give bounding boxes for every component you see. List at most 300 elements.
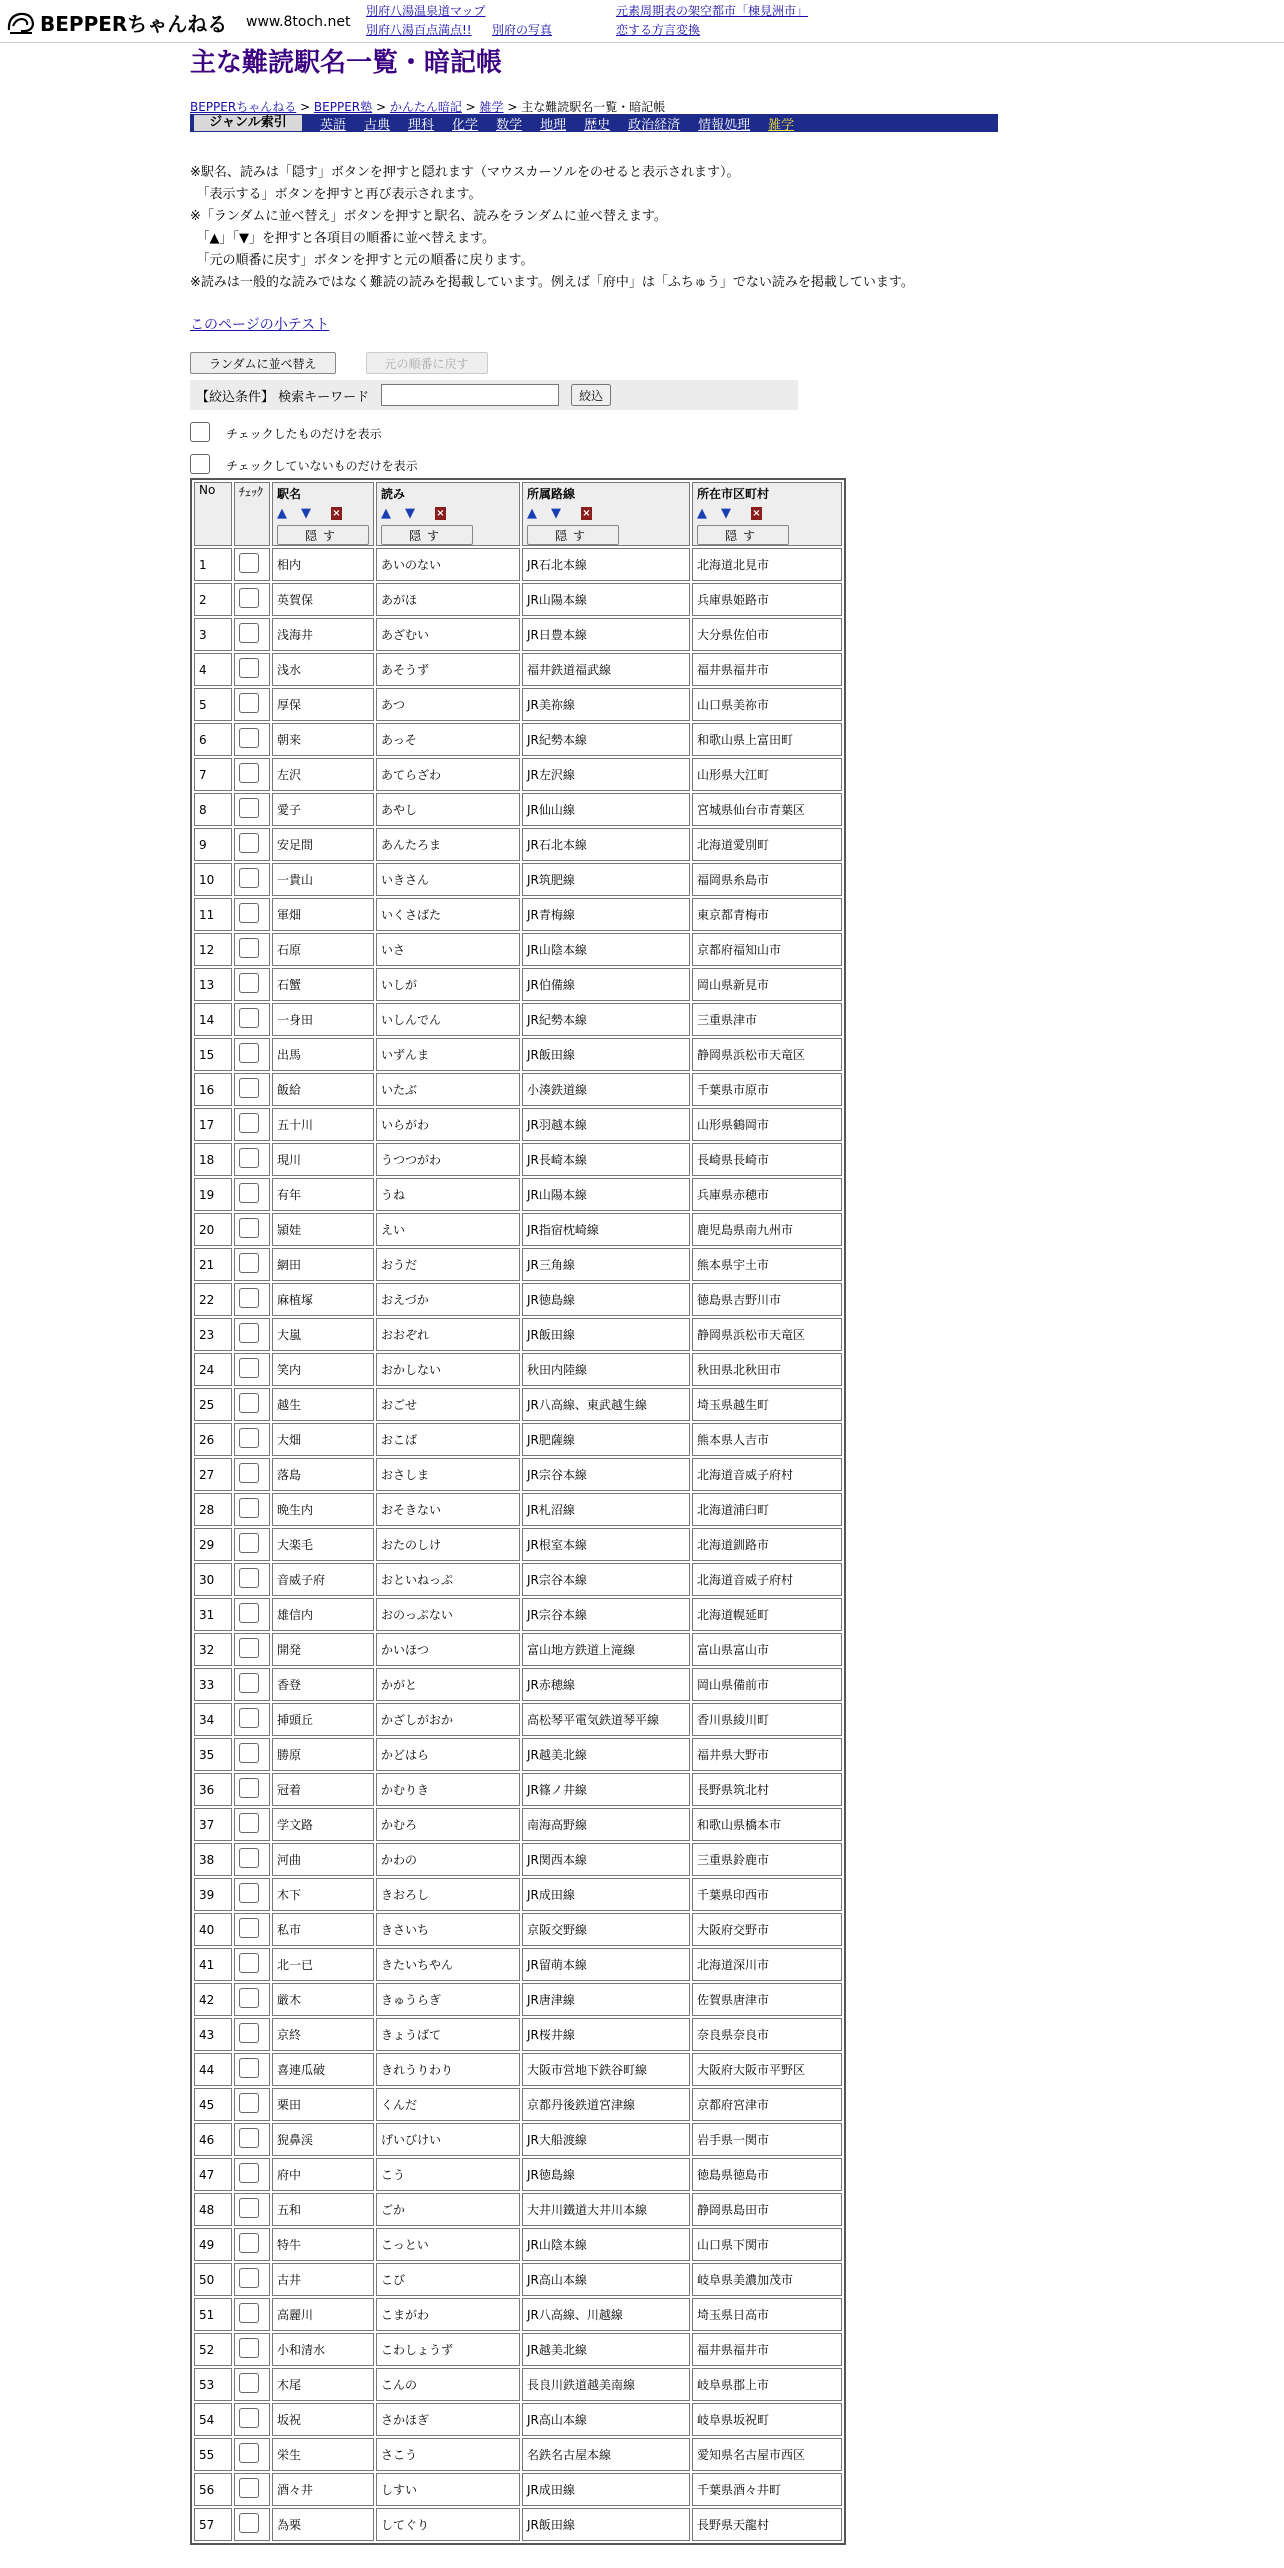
genre-english[interactable]: 英語	[320, 117, 347, 133]
station-reading: あいのない	[376, 548, 520, 581]
genre-geography[interactable]: 地理	[540, 117, 567, 133]
station-reading: おうだ	[376, 1248, 520, 1281]
row-checkbox[interactable]	[239, 1848, 259, 1868]
row-check-cell	[234, 1143, 270, 1176]
header-links-col3	[616, 2, 822, 40]
row-check-cell	[234, 1178, 270, 1211]
station-reading: きょうばて	[376, 2018, 520, 2051]
site-url: www.8toch.net	[246, 14, 351, 30]
row-number: 20	[194, 1213, 232, 1246]
table-row	[194, 758, 842, 791]
header-link-periodic-city[interactable]: 元素周期表の架空都市「棟見洲市」	[616, 4, 809, 18]
genre-politics[interactable]: 政治経済	[628, 117, 681, 133]
sort-city-asc-button[interactable]: ▲	[697, 506, 707, 521]
table-row	[194, 1388, 842, 1421]
row-checkbox[interactable]	[239, 2023, 259, 2043]
hide-line-button[interactable]: 隠す	[527, 525, 619, 545]
row-check-cell	[234, 723, 270, 756]
station-city: 北海道音威子府村	[692, 1563, 842, 1596]
row-number: 28	[194, 1493, 232, 1526]
breadcrumb-anki[interactable]: かんたん暗記	[389, 100, 462, 114]
station-line: JR八高線、川越線	[522, 2298, 690, 2331]
table-row	[194, 2298, 842, 2331]
row-check-cell	[234, 1808, 270, 1841]
row-checkbox[interactable]	[239, 693, 259, 713]
station-city: 静岡県島田市	[692, 2193, 842, 2226]
station-line: 京都丹後鉄道宮津線	[522, 2088, 690, 2121]
station-reading: おこば	[376, 1423, 520, 1456]
row-number: 30	[194, 1563, 232, 1596]
genre-classics[interactable]: 古典	[364, 117, 391, 133]
row-checkbox[interactable]	[239, 2338, 259, 2358]
row-check-cell	[234, 1213, 270, 1246]
station-line: 名鉄名古屋本線	[522, 2438, 690, 2471]
row-check-cell	[234, 2123, 270, 2156]
row-number: 21	[194, 1248, 232, 1281]
row-checkbox[interactable]	[239, 1218, 259, 1238]
row-number: 8	[194, 793, 232, 826]
row-checkbox[interactable]	[239, 2198, 259, 2218]
row-checkbox[interactable]	[239, 1568, 259, 1588]
table-row	[194, 1458, 842, 1491]
hide-reading-button[interactable]: 隠す	[381, 525, 473, 545]
header-link-beppu-photos[interactable]: 別府の写真	[492, 23, 553, 37]
station-reading: いらがわ	[376, 1108, 520, 1141]
station-line: JR高山本線	[522, 2403, 690, 2436]
station-reading: きれうりわり	[376, 2053, 520, 2086]
row-number: 48	[194, 2193, 232, 2226]
row-check-cell	[234, 828, 270, 861]
station-city: 山形県大江町	[692, 758, 842, 791]
row-checkbox[interactable]	[239, 1603, 259, 1623]
station-name: 出馬	[272, 1038, 374, 1071]
station-city: 北海道浦臼町	[692, 1493, 842, 1526]
table-row	[194, 2053, 842, 2086]
station-reading: えい	[376, 1213, 520, 1246]
station-name: 厚保	[272, 688, 374, 721]
row-number: 57	[194, 2508, 232, 2541]
station-line: JR宗谷本線	[522, 1563, 690, 1596]
row-checkbox[interactable]	[239, 1953, 259, 1973]
header-link-dialect[interactable]: 恋する方言変換	[616, 23, 701, 37]
row-check-cell	[234, 1983, 270, 2016]
show-checked-checkbox[interactable]	[190, 422, 210, 442]
filter-box	[190, 380, 798, 410]
table-row	[194, 793, 842, 826]
station-city: 静岡県浜松市天竜区	[692, 1318, 842, 1351]
row-number: 55	[194, 2438, 232, 2471]
station-city: 千葉県酒々井町	[692, 2473, 842, 2506]
row-checkbox[interactable]	[239, 553, 259, 573]
row-checkbox[interactable]	[239, 973, 259, 993]
row-checkbox[interactable]	[239, 1078, 259, 1098]
row-checkbox[interactable]	[239, 1533, 259, 1553]
row-number: 45	[194, 2088, 232, 2121]
sort-reading-asc-button[interactable]: ▲	[381, 506, 391, 521]
header-line: 所属路線	[527, 487, 576, 501]
row-number: 11	[194, 898, 232, 931]
station-line: 長良川鉄道越美南線	[522, 2368, 690, 2401]
row-checkbox[interactable]	[239, 1323, 259, 1343]
station-reading: おおぞれ	[376, 1318, 520, 1351]
row-checkbox[interactable]	[239, 2268, 259, 2288]
table-row	[194, 1353, 842, 1386]
row-checkbox[interactable]	[239, 2163, 259, 2183]
row-checkbox[interactable]	[239, 728, 259, 748]
station-name: 喜連瓜破	[272, 2053, 374, 2086]
station-city: 大分県佐伯市	[692, 618, 842, 651]
station-line: JR山陽本線	[522, 583, 690, 616]
station-city: 徳島県吉野川市	[692, 1283, 842, 1316]
header-link-onsen-100[interactable]: 別府八湯百点満点!!	[366, 23, 472, 37]
station-reading: きおろし	[376, 1878, 520, 1911]
station-reading: かわの	[376, 1843, 520, 1876]
station-reading: きゅうらぎ	[376, 1983, 520, 2016]
station-city: 和歌山県橋本市	[692, 1808, 842, 1841]
row-check-cell	[234, 1948, 270, 1981]
station-reading: してぐり	[376, 2508, 520, 2541]
table-row	[194, 1178, 842, 1211]
row-check-cell	[234, 1668, 270, 1701]
note-line: 「▲」「▼」を押すと各項目の順番に並べ替えます。	[190, 231, 495, 246]
station-city: 北海道幌延町	[692, 1598, 842, 1631]
site-logo[interactable]	[6, 8, 227, 37]
station-line: JR三角線	[522, 1248, 690, 1281]
close-reading-icon[interactable]: ×	[436, 508, 445, 519]
station-name: 挿頭丘	[272, 1703, 374, 1736]
station-name: 河曲	[272, 1843, 374, 1876]
station-line: JR越美北線	[522, 2333, 690, 2366]
row-check-cell	[234, 2193, 270, 2226]
row-checkbox[interactable]	[239, 1253, 259, 1273]
row-check-cell	[234, 1633, 270, 1666]
row-number: 46	[194, 2123, 232, 2156]
row-check-cell	[234, 1318, 270, 1351]
genre-trivia[interactable]: 雑学	[768, 117, 795, 133]
station-reading: かがと	[376, 1668, 520, 1701]
station-line: JR山陰本線	[522, 2228, 690, 2261]
row-number: 37	[194, 1808, 232, 1841]
station-line: JR伯備線	[522, 968, 690, 1001]
close-line-icon[interactable]: ×	[582, 508, 591, 519]
station-reading: うね	[376, 1178, 520, 1211]
row-checkbox[interactable]	[239, 1708, 259, 1728]
row-checkbox[interactable]	[239, 1813, 259, 1833]
row-check-cell	[234, 793, 270, 826]
row-checkbox[interactable]	[239, 2093, 259, 2113]
reset-order-button[interactable]: 元の順番に戻す	[366, 352, 488, 374]
station-reading: きたいちやん	[376, 1948, 520, 1981]
row-checkbox[interactable]	[239, 623, 259, 643]
station-reading: おさしま	[376, 1458, 520, 1491]
sort-city-desc-button[interactable]: ▼	[721, 506, 731, 521]
table-row	[194, 1003, 842, 1036]
row-checkbox[interactable]	[239, 798, 259, 818]
station-city: 兵庫県赤穂市	[692, 1178, 842, 1211]
row-check-cell	[234, 1563, 270, 1596]
row-checkbox[interactable]	[239, 2233, 259, 2253]
row-check-cell	[234, 2263, 270, 2296]
row-check-cell	[234, 1773, 270, 1806]
row-number: 32	[194, 1633, 232, 1666]
row-number: 36	[194, 1773, 232, 1806]
hide-city-button[interactable]: 隠す	[697, 525, 789, 545]
row-number: 51	[194, 2298, 232, 2331]
station-name: 浅海井	[272, 618, 374, 651]
station-line: JR山陽本線	[522, 1178, 690, 1211]
row-checkbox[interactable]	[239, 1673, 259, 1693]
table-row	[194, 583, 842, 616]
station-line: JR指宿枕崎線	[522, 1213, 690, 1246]
table-row	[194, 933, 842, 966]
station-reading: おのっぷない	[376, 1598, 520, 1631]
row-number: 18	[194, 1143, 232, 1176]
row-checkbox[interactable]	[239, 2058, 259, 2078]
row-number: 5	[194, 688, 232, 721]
note-line: 「表示する」ボタンを押すと再び表示されます。	[190, 187, 482, 202]
station-name: 高麗川	[272, 2298, 374, 2331]
genre-index-bar	[190, 114, 998, 132]
breadcrumb-zatsugaku[interactable]: 雑学	[479, 100, 504, 114]
row-check-cell	[234, 1283, 270, 1316]
sort-reading-desc-button[interactable]: ▼	[405, 506, 415, 521]
row-checkbox[interactable]	[239, 2478, 259, 2498]
row-checkbox[interactable]	[239, 2373, 259, 2393]
row-checkbox[interactable]	[239, 2513, 259, 2533]
station-name: 香登	[272, 1668, 374, 1701]
row-checkbox[interactable]	[239, 1778, 259, 1798]
station-city: 宮城県仙台市青葉区	[692, 793, 842, 826]
station-name: 安足間	[272, 828, 374, 861]
hide-name-button[interactable]: 隠す	[277, 525, 369, 545]
station-reading: あそうず	[376, 653, 520, 686]
row-checkbox[interactable]	[239, 868, 259, 888]
row-checkbox[interactable]	[239, 1113, 259, 1133]
sort-line-asc-button[interactable]: ▲	[527, 506, 537, 521]
station-line: JR飯田線	[522, 1318, 690, 1351]
note-line: ※駅名、読みは「隠す」ボタンを押すと隠れます（マウスカーソルをのせると表示されます）。	[190, 165, 740, 180]
row-checkbox[interactable]	[239, 1463, 259, 1483]
row-check-cell	[234, 863, 270, 896]
sort-name-desc-button[interactable]: ▼	[301, 506, 311, 521]
station-name: 英賀保	[272, 583, 374, 616]
station-line: JR美祢線	[522, 688, 690, 721]
genre-science[interactable]: 理科	[408, 117, 435, 133]
close-city-icon[interactable]: ×	[752, 508, 761, 519]
table-row	[194, 2368, 842, 2401]
row-number: 44	[194, 2053, 232, 2086]
row-number: 31	[194, 1598, 232, 1631]
station-line: 大井川鐵道大井川本線	[522, 2193, 690, 2226]
table-row	[194, 1983, 842, 2016]
sort-line-desc-button[interactable]: ▼	[551, 506, 561, 521]
row-checkbox[interactable]	[239, 2128, 259, 2148]
row-check-cell	[234, 2403, 270, 2436]
station-city: 三重県鈴鹿市	[692, 1843, 842, 1876]
station-city: 山口県美祢市	[692, 688, 842, 721]
row-check-cell	[234, 2368, 270, 2401]
row-check-cell	[234, 1353, 270, 1386]
row-checkbox[interactable]	[239, 938, 259, 958]
row-checkbox[interactable]	[239, 1498, 259, 1518]
station-line: JR桜井線	[522, 2018, 690, 2051]
station-city: 岩手県一関市	[692, 2123, 842, 2156]
quiz-link[interactable]: このページの小テスト	[190, 317, 330, 333]
station-reading: あやし	[376, 793, 520, 826]
row-checkbox[interactable]	[239, 2443, 259, 2463]
breadcrumb-home[interactable]: BEPPERちゃんねる	[190, 100, 297, 114]
filter-button[interactable]: 絞込	[571, 384, 611, 406]
station-city: 岐阜県坂祝町	[692, 2403, 842, 2436]
row-number: 39	[194, 1878, 232, 1911]
table-row	[194, 2263, 842, 2296]
station-reading: かむりき	[376, 1773, 520, 1806]
row-checkbox[interactable]	[239, 1988, 259, 2008]
station-name: 網田	[272, 1248, 374, 1281]
row-check-cell	[234, 2018, 270, 2051]
station-reading: こわしょうず	[376, 2333, 520, 2366]
sort-name-asc-button[interactable]: ▲	[277, 506, 287, 521]
genre-history[interactable]: 歴史	[584, 117, 611, 133]
station-name: 木尾	[272, 2368, 374, 2401]
row-checkbox[interactable]	[239, 1148, 259, 1168]
header-link-onsen-map[interactable]: 別府八湯温泉道マップ	[366, 4, 486, 18]
row-checkbox[interactable]	[239, 2303, 259, 2323]
search-keyword-input[interactable]	[381, 384, 559, 406]
station-line: JR徳島線	[522, 1283, 690, 1316]
close-name-icon[interactable]: ×	[332, 508, 341, 519]
station-city: 岐阜県郡上市	[692, 2368, 842, 2401]
station-line: JR越美北線	[522, 1738, 690, 1771]
row-check-cell	[234, 2473, 270, 2506]
row-checkbox[interactable]	[239, 2408, 259, 2428]
station-reading: こっとい	[376, 2228, 520, 2261]
show-unchecked-checkbox[interactable]	[190, 454, 210, 474]
table-row	[194, 1038, 842, 1071]
row-checkbox[interactable]	[239, 1183, 259, 1203]
row-number: 26	[194, 1423, 232, 1456]
station-line: JR山陰本線	[522, 933, 690, 966]
row-check-cell	[234, 1423, 270, 1456]
station-line: 小湊鉄道線	[522, 1073, 690, 1106]
station-name: 愛子	[272, 793, 374, 826]
row-check-cell	[234, 583, 270, 616]
row-checkbox[interactable]	[239, 1288, 259, 1308]
table-row	[194, 1073, 842, 1106]
random-sort-button[interactable]: ランダムに並べ替え	[190, 352, 336, 374]
station-name: 厳木	[272, 1983, 374, 2016]
row-checkbox[interactable]	[239, 1743, 259, 1763]
station-city: 長野県天龍村	[692, 2508, 842, 2541]
row-number: 23	[194, 1318, 232, 1351]
header-no: No	[194, 482, 232, 546]
genre-chemistry[interactable]: 化学	[452, 117, 479, 133]
genre-it[interactable]: 情報処理	[698, 117, 751, 133]
row-checkbox[interactable]	[239, 1428, 259, 1448]
row-checkbox[interactable]	[239, 1358, 259, 1378]
station-name: 飯給	[272, 1073, 374, 1106]
station-name: 北一已	[272, 1948, 374, 1981]
station-line: JR肥薩線	[522, 1423, 690, 1456]
table-row	[194, 1948, 842, 1981]
station-city: 福岡県糸島市	[692, 863, 842, 896]
table-row	[194, 1143, 842, 1176]
station-reading: げいびけい	[376, 2123, 520, 2156]
row-check-cell	[234, 2333, 270, 2366]
show-unchecked-option	[190, 452, 998, 474]
station-name: 酒々井	[272, 2473, 374, 2506]
station-line: JR石北本線	[522, 828, 690, 861]
table-row	[194, 1703, 842, 1736]
row-checkbox[interactable]	[239, 763, 259, 783]
row-checkbox[interactable]	[239, 658, 259, 678]
breadcrumb-juku[interactable]: BEPPER塾	[313, 100, 373, 114]
row-checkbox[interactable]	[239, 1008, 259, 1028]
station-name: 栗田	[272, 2088, 374, 2121]
row-check-cell	[234, 2158, 270, 2191]
row-check-cell	[234, 688, 270, 721]
station-reading: こんの	[376, 2368, 520, 2401]
station-reading: いしんでん	[376, 1003, 520, 1036]
row-number: 10	[194, 863, 232, 896]
row-checkbox[interactable]	[239, 588, 259, 608]
show-unchecked-label: チェックしていないものだけを表示	[226, 459, 418, 473]
station-name: 落島	[272, 1458, 374, 1491]
station-city: 香川県綾川町	[692, 1703, 842, 1736]
row-number: 17	[194, 1108, 232, 1141]
station-reading: くんだ	[376, 2088, 520, 2121]
breadcrumb: BEPPERちゃんねる > BEPPER塾 > かんたん暗記 > 雑学 > 主な難読駅名一覧・暗記帳	[190, 100, 666, 114]
station-city: 三重県津市	[692, 1003, 842, 1036]
genre-math[interactable]: 数学	[496, 117, 523, 133]
row-checkbox[interactable]	[239, 1393, 259, 1413]
station-line: 秋田内陸線	[522, 1353, 690, 1386]
station-line: JR日豊本線	[522, 618, 690, 651]
station-city: 佐賀県唐津市	[692, 1983, 842, 2016]
station-name: 五十川	[272, 1108, 374, 1141]
row-checkbox[interactable]	[239, 1883, 259, 1903]
table-row	[194, 1318, 842, 1351]
station-reading: さかほぎ	[376, 2403, 520, 2436]
row-checkbox[interactable]	[239, 1638, 259, 1658]
station-line: JR紀勢本線	[522, 1003, 690, 1036]
row-checkbox[interactable]	[239, 903, 259, 923]
row-check-cell	[234, 933, 270, 966]
station-name: 木下	[272, 1878, 374, 1911]
station-name: 石蟹	[272, 968, 374, 1001]
table-row	[194, 1808, 842, 1841]
row-number: 38	[194, 1843, 232, 1876]
station-line: JR飯田線	[522, 2508, 690, 2541]
row-number: 19	[194, 1178, 232, 1211]
station-line: JR宗谷本線	[522, 1598, 690, 1631]
row-checkbox[interactable]	[239, 833, 259, 853]
page-title: 主な難読駅名一覧・暗記帳	[190, 48, 503, 78]
station-city: 静岡県浜松市天竜区	[692, 1038, 842, 1071]
row-number: 52	[194, 2333, 232, 2366]
table-row	[194, 1283, 842, 1316]
station-city: 埼玉県越生町	[692, 1388, 842, 1421]
station-reading: あてらざわ	[376, 758, 520, 791]
station-name: 頴娃	[272, 1213, 374, 1246]
station-line: JR左沢線	[522, 758, 690, 791]
row-number: 15	[194, 1038, 232, 1071]
row-checkbox[interactable]	[239, 1043, 259, 1063]
station-line: JR飯田線	[522, 1038, 690, 1071]
table-row	[194, 2018, 842, 2051]
station-city: 兵庫県姫路市	[692, 583, 842, 616]
row-checkbox[interactable]	[239, 1918, 259, 1938]
